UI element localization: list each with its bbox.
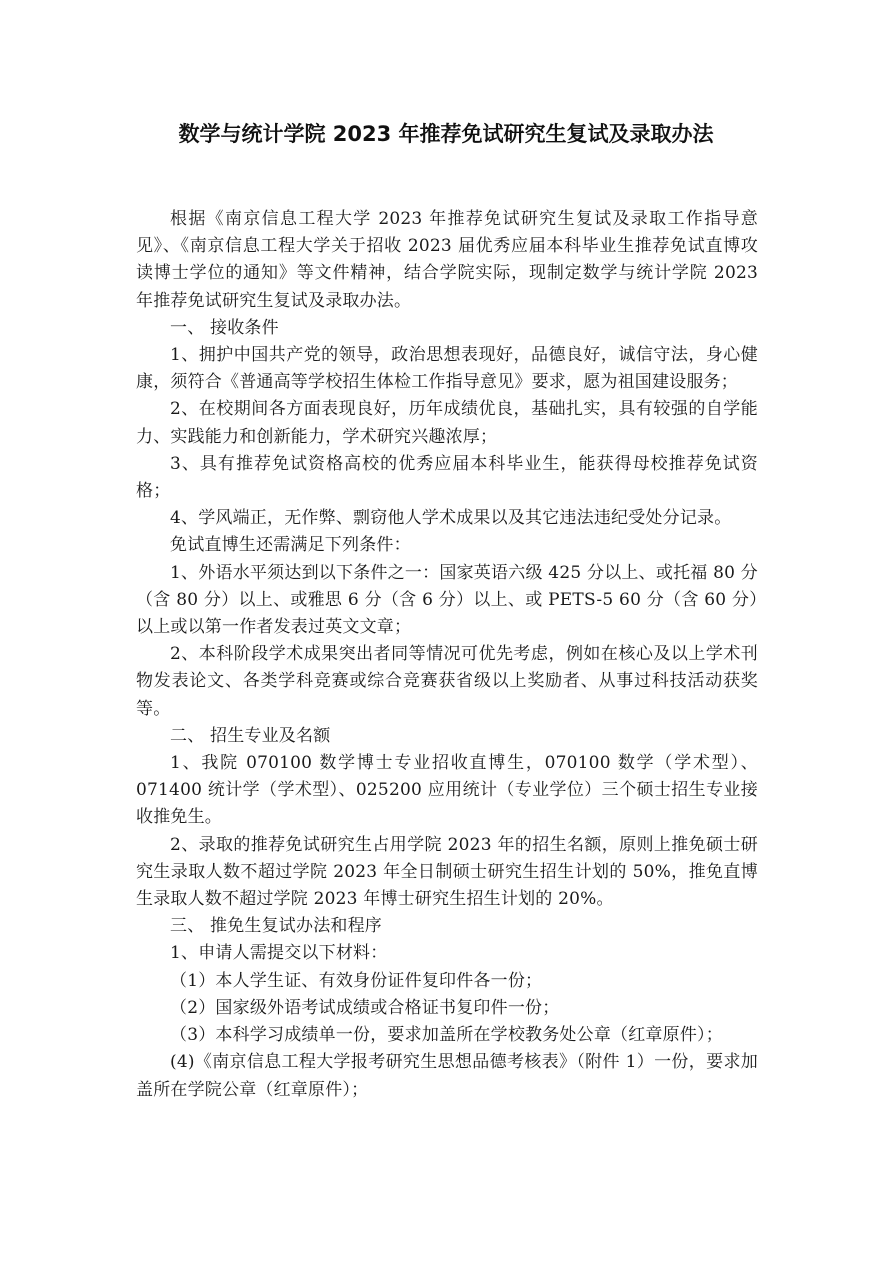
section-heading-2: 二、 招生专业及名额 bbox=[170, 725, 331, 746]
paragraph: 1、外语水平须达到以下条件之一：国家英语六级 425 分以上、或托福 80 分（含 80 分）以上、或雅思 6 分（含 6 分）以上、或 PETS-5 60 分（含 60 分）以上或以第一作者发表过英文文章； bbox=[136, 562, 758, 638]
paragraph-intro: 根据《南京信息工程大学 2023 年推荐免试研究生复试及录取工作指导意见》、《南京信息工程大学关于招收 2023 届优秀应届本科毕业生推荐免试直博攻读博士学位的通知》等文件精神，结合学院实际，现制定数学与统计学院 2023 年推荐免试研究生复试及录取办法。 bbox=[136, 209, 758, 311]
list-item: （2）国家级外语考试成绩或合格证书复印件一份； bbox=[170, 997, 560, 1018]
section-heading-3: 三、 推免生复试办法和程序 bbox=[170, 916, 383, 937]
list-item: （1）本人学生证、有效身份证件复印件各一份； bbox=[170, 970, 543, 991]
paragraph: 1、拥护中国共产党的领导，政治思想表现好，品德良好，诚信守法，身心健康，须符合《普通高等学校招生体检工作指导意见》要求，愿为祖国建设服务； bbox=[136, 345, 758, 393]
paragraph: 2、本科阶段学术成果突出者同等情况可优先考虑，例如在核心及以上学术刊物发表论文、各类学科竞赛或综合竞赛获省级以上奖励者、从事过科技活动获奖等。 bbox=[136, 644, 758, 719]
paragraph: 3、具有推荐免试资格高校的优秀应届本科毕业生，能获得母校推荐免试资格； bbox=[136, 453, 758, 502]
paragraph: 2、录取的推荐免试研究生占用学院 2023 年的招生名额，原则上推免硕士研究生录取人数不超过学院 2023 年全日制硕士研究生招生计划的 50%，推免直博生录取人数不超过学院 2023 年博士研究生招生计划的 20%。 bbox=[136, 834, 758, 910]
paragraph: 2、在校期间各方面表现良好，历年成绩优良，基础扎实，具有较强的自学能力、实践能力和创新能力，学术研究兴趣浓厚； bbox=[136, 399, 758, 447]
paragraph: 1、申请人需提交以下材料： bbox=[170, 943, 388, 964]
paragraph: 免试直博生还需满足下列条件： bbox=[170, 535, 411, 556]
paragraph: 4、学风端正，无作弊、剽窃他人学术成果以及其它违法违纪受处分记录。 bbox=[170, 508, 732, 529]
list-item: （3）本科学习成绩单一份，要求加盖所在学校教务处公章（红章原件）； bbox=[170, 1025, 723, 1046]
list-item: (4)《南京信息工程大学报考研究生思想品德考核表》（附件 1）一份，要求加盖所在学院公章（红章原件）； bbox=[136, 1052, 758, 1100]
document-title: 数学与统计学院 2023 年推荐免试研究生复试及录取办法 bbox=[178, 122, 714, 146]
section-heading-1: 一、 接收条件 bbox=[170, 317, 279, 338]
document-body bbox=[136, 206, 758, 1104]
paragraph: 1、我院 070100 数学博士专业招收直博生，070100 数学（学术型）、071400 统计学（学术型）、025200 应用统计（专业学位）三个硕士招生专业接收推免生。 bbox=[136, 753, 758, 828]
